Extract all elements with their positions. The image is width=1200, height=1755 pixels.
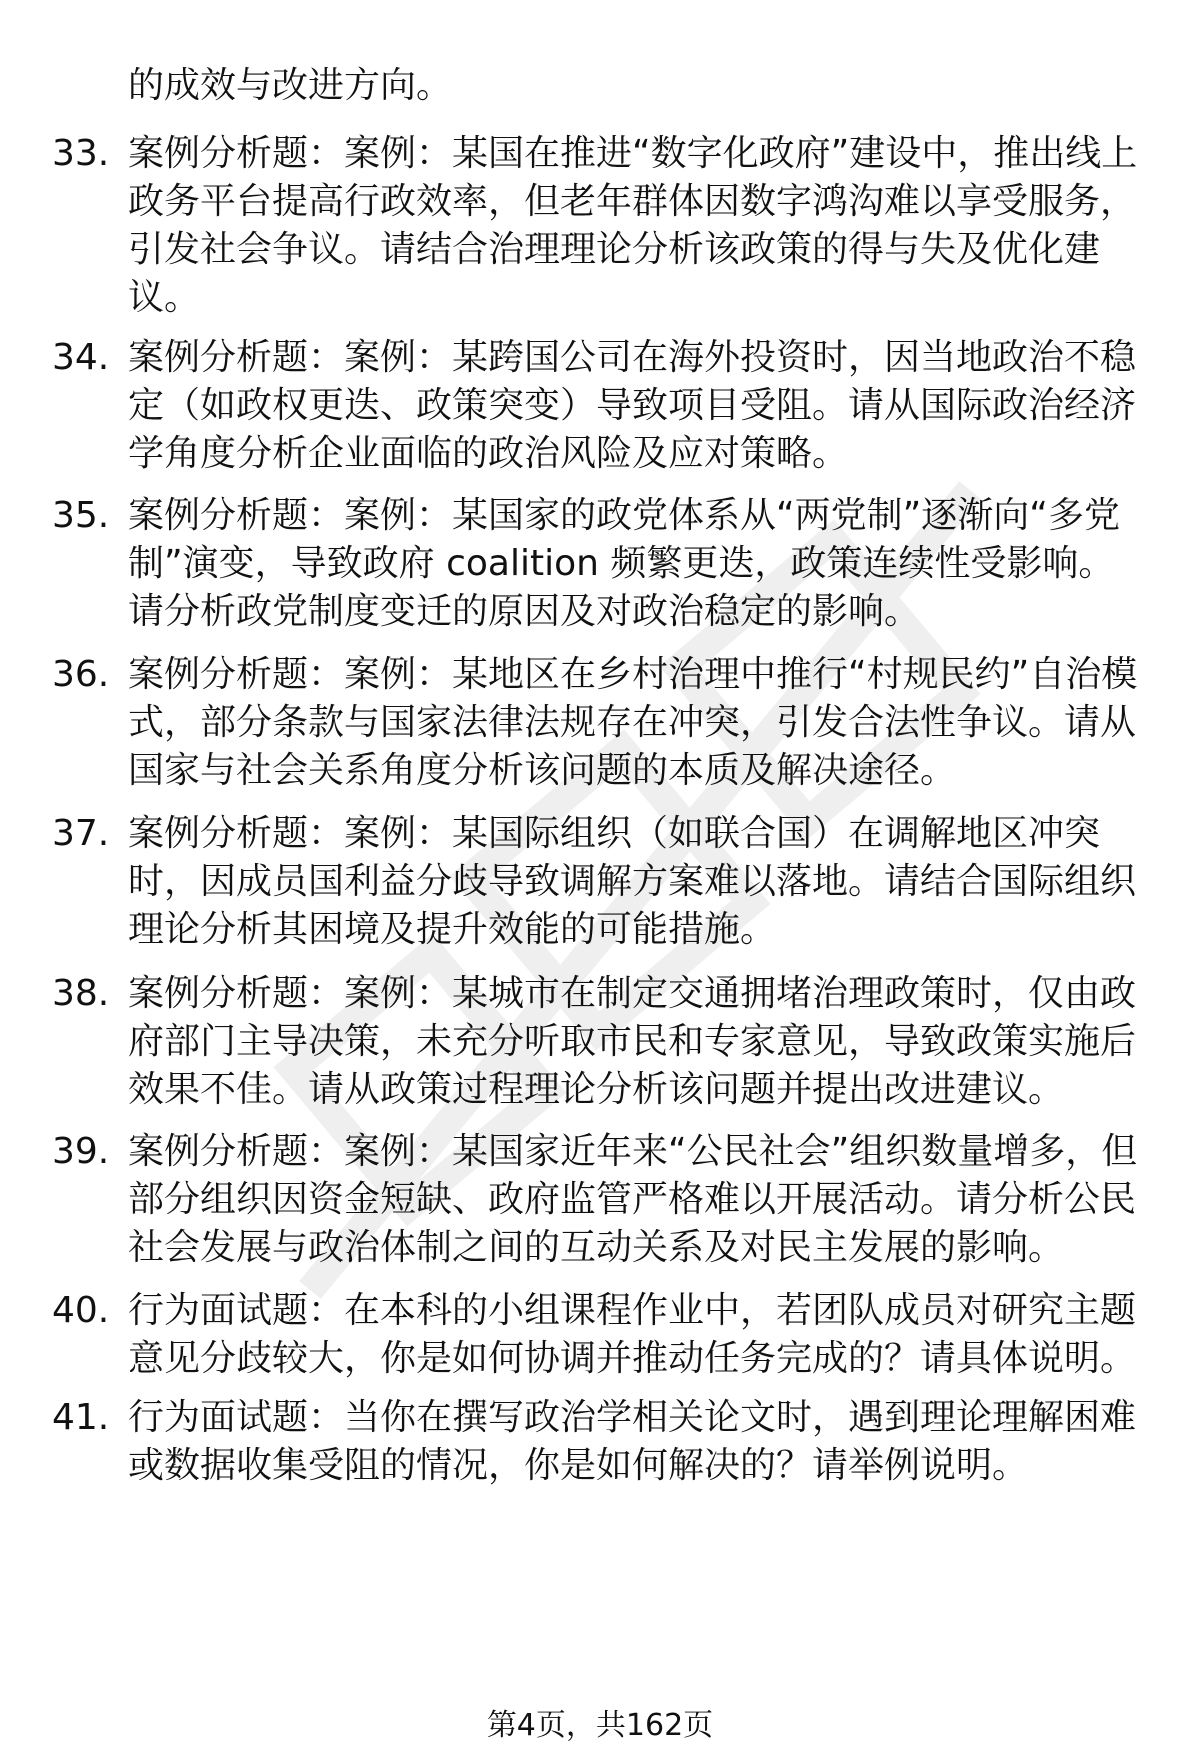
question-text: 案例分析题：案例：某国家近年来“公民社会”组织数量增多，但部分组织因资金短缺、政府监管严格难以开展活动。请分析公民社会发展与政治体制之间的互动关系及对民主发展的影响。 — [128, 1131, 1138, 1268]
question-text: 案例分析题：案例：某城市在制定交通拥堵治理政策时，仅由政府部门主导决策，未充分听取市民和专家意见，导致政策实施后效果不佳。请从政策过程理论分析该问题并提出改进建议。 — [128, 973, 1137, 1110]
question-number: 38. — [52, 973, 110, 1014]
question-number: 36. — [52, 654, 110, 695]
question-text: 案例分析题：案例：某国际组织（如联合国）在调解地区冲突时，因成员国利益分歧导致调解方案难以落地。请结合国际组织理论分析其困境及提升效能的可能措施。 — [128, 813, 1137, 950]
question-text: 案例分析题：案例：某国家的政党体系从“两党制”逐渐向“多党制”演变，导致政府 coalition 频繁更迭，政策连续性受影响。请分析政党制度变迁的原因及对政治稳定的影响。 — [128, 495, 1120, 632]
question-number: 33. — [52, 133, 110, 174]
question-text: 案例分析题：案例：某地区在乡村治理中推行“村规民约”自治模式，部分条款与国家法律法规存在冲突，引发合法性争议。请从国家与社会关系角度分析该问题的本质及解决途径。 — [128, 654, 1138, 791]
page-footer: 第4页，共162页 — [486, 1708, 714, 1743]
question-text: 行为面试题：当你在撰写政治学相关论文时，遇到理论理解困难或数据收集受阻的情况，你是如何解决的？请举例说明。 — [128, 1397, 1137, 1486]
question-number: 39. — [52, 1131, 110, 1172]
question-text: 案例分析题：案例：某国在推进“数字化政府”建设中，推出线上政务平台提高行政效率，但老年群体因数字鸿沟难以享受服务，引发社会争议。请结合治理理论分析该政策的得与失及优化建议。 — [128, 133, 1138, 318]
question-number: 40. — [52, 1290, 110, 1331]
carryover-paragraph: 的成效与改进方向。 — [128, 65, 453, 106]
question-text: 案例分析题：案例：某跨国公司在海外投资时，因当地政治不稳定（如政权更迭、政策突变）导致项目受阻。请从国际政治经济学角度分析企业面临的政治风险及应对策略。 — [128, 337, 1137, 474]
question-number: 35. — [52, 495, 110, 536]
question-number: 41. — [52, 1397, 110, 1438]
question-text: 行为面试题：在本科的小组课程作业中，若团队成员对研究主题意见分歧较大，你是如何协调并推动任务完成的？请具体说明。 — [128, 1290, 1137, 1379]
question-number: 37. — [52, 813, 110, 854]
question-number: 34. — [52, 337, 110, 378]
